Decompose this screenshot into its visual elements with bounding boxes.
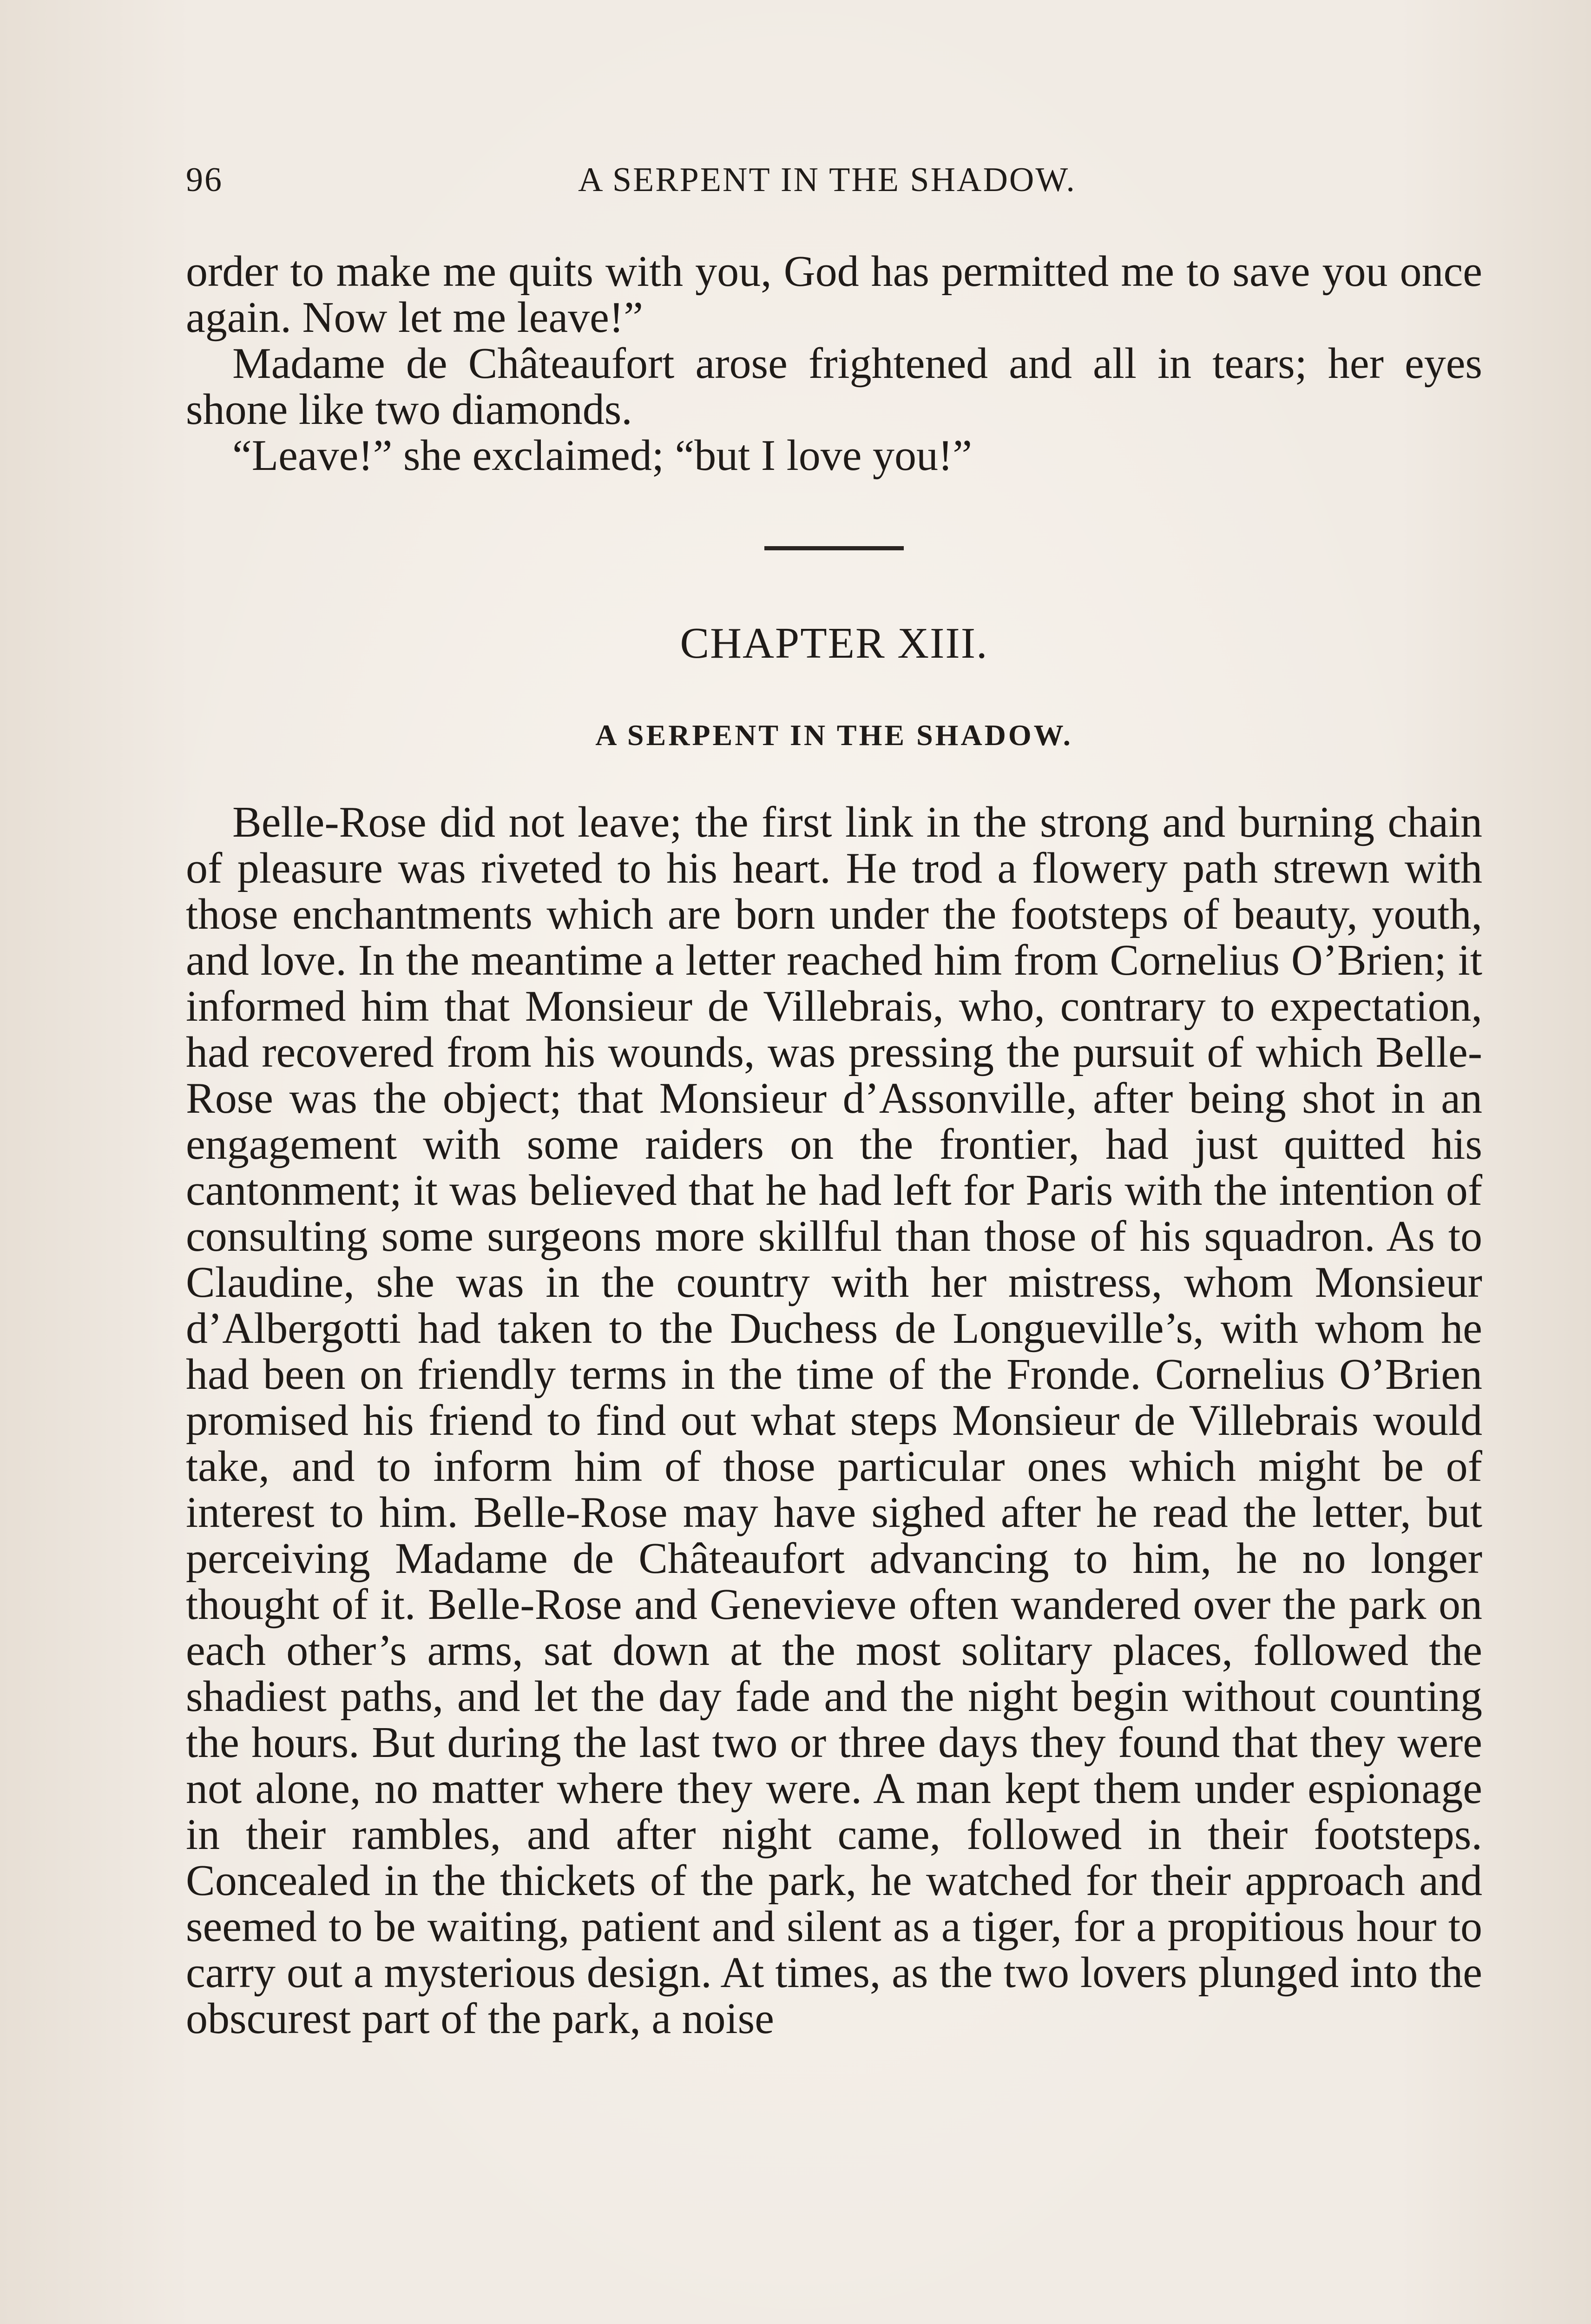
running-title: A SERPENT IN THE SHADOW. <box>578 161 1076 199</box>
chapter-title: A SERPENT IN THE SHADOW. <box>595 719 1073 752</box>
previous-chapter-ending <box>186 249 1482 479</box>
paragraph: order to make me quits with you, God has permitted me to save you once again. Now let me leave!” <box>186 247 1482 342</box>
paragraph: Belle-Rose did not leave; the first link in the strong and burning chain of pleasure was riveted to his heart. He trod a flowery path strewn with those enchantments which are born under the footsteps of beauty, youth, and love. In the meantime a letter reached him from Cornelius O’Brien; it informed him that Monsieur de Villebrais, who, contrary to expectation, had recovered from his wounds, was pressing the pursuit of which Belle-Rose was the object; that Monsieur d’Assonville, after being shot in an engagement with some raiders on the frontier, had just quitted his cantonment; it was believed that he had left for Paris with the intention of consulting some surgeons more skillful than those of his squadron. As to Claudine, she was in the country with her mistress, whom Monsieur d’Albergotti had taken to the Duchess de Longueville’s, with whom he had been on friendly terms in the time of the Fronde. Cornelius O’Brien promised his friend to find out what steps Monsieur de Villebrais would take, and to inform him of those particular ones which might be of interest to him. Belle-Rose may have sighed after he read the letter, but perceiving Madame de Châteaufort advancing to him, he no longer thought of it. Belle-Rose and Genevieve often wandered over the park on each other’s arms, sat down at the most solitary places, followed the shadiest paths, and let the day fade and the night begin without counting the hours. But during the last two or three days they found that they were not alone, no matter where they were. A man kept them under espionage in their rambles, and after night came, followed in their footsteps. Concealed in the thickets of the park, he watched for their approach and seemed to be waiting, patient and silent as a tiger, for a propitious hour to carry out a mysterious design. At times, as the two lovers plunged into the obscurest part of the park, a noise <box>186 798 1482 2043</box>
paragraph: Madame de Châteaufort arose frightened and all in tears; her eyes shone like two diamonds. <box>186 339 1482 434</box>
chapter-heading: CHAPTER XIII. <box>680 619 988 667</box>
page-number: 96 <box>186 161 223 199</box>
page-header <box>186 160 1468 207</box>
chapter-body <box>186 799 1482 2042</box>
section-divider <box>764 546 904 550</box>
paragraph: “Leave!” she exclaimed; “but I love you!” <box>232 431 972 480</box>
